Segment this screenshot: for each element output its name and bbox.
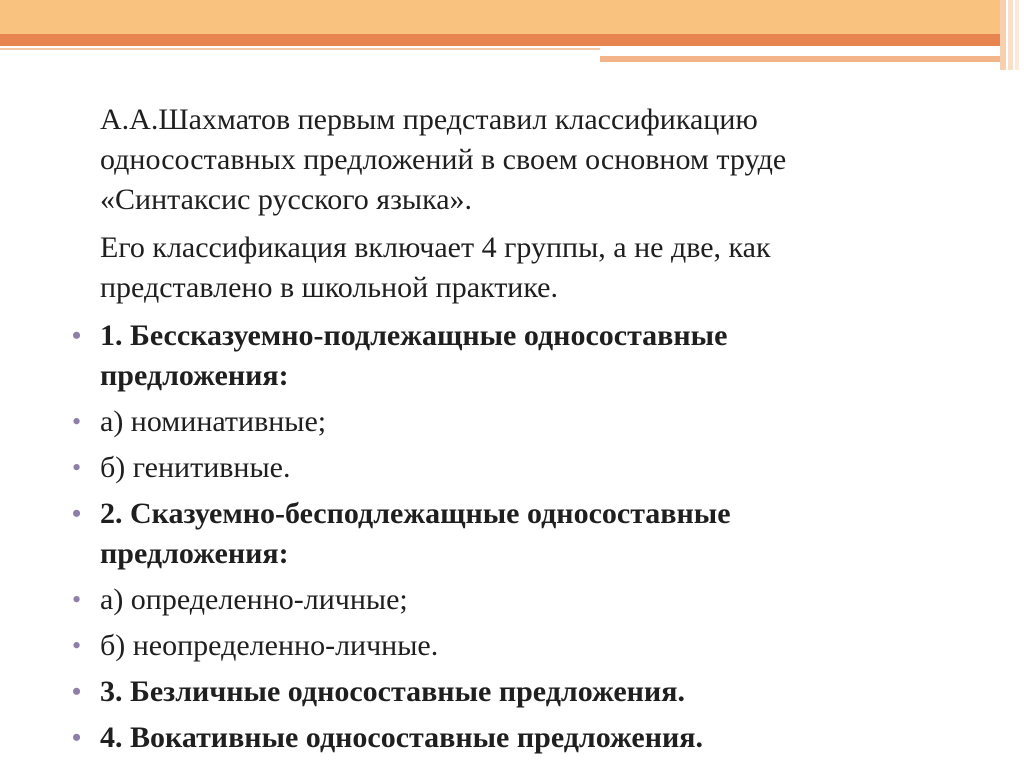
banner-stripe xyxy=(1000,0,1006,70)
slide-content xyxy=(70,100,970,764)
list-item-text: а) определенно-личные; xyxy=(100,583,408,616)
intro-line: «Синтаксис русского языка». xyxy=(100,183,473,216)
classification-paragraph xyxy=(100,228,970,308)
banner-stripe xyxy=(1015,0,1019,70)
decorative-banner xyxy=(0,0,1024,70)
list-item-text: б) генитивные. xyxy=(100,451,291,484)
list-item xyxy=(70,580,970,620)
list-item-text: 4. Вокативные односоставные предложения. xyxy=(100,721,703,754)
list-item-text: 2. Сказуемно-бесподлежащные односоставные xyxy=(100,497,731,530)
list-item xyxy=(70,672,970,712)
list-item xyxy=(70,402,970,442)
list-item-text: предложения: xyxy=(100,537,289,570)
list-item xyxy=(70,494,970,574)
classification-line: Его классификация включает 4 группы, а не две, как xyxy=(100,231,771,264)
bullet-icon: • xyxy=(72,407,82,436)
bullet-icon: • xyxy=(72,321,82,350)
banner-band-thin xyxy=(0,48,600,50)
bullet-icon: • xyxy=(72,585,82,614)
list-item-text: предложения: xyxy=(100,359,289,392)
list-item-text: а) номинативные; xyxy=(100,405,327,438)
bullet-icon: • xyxy=(72,499,82,528)
intro-paragraph xyxy=(100,100,970,220)
list-item xyxy=(70,316,970,396)
banner-band-thin-right xyxy=(600,56,1000,62)
list-item-text: 1. Бессказуемно-подлежащные односоставные xyxy=(100,319,728,352)
classification-line: представлено в школьной практике. xyxy=(100,271,558,304)
list-item-text: 3. Безличные односоставные предложения. xyxy=(100,675,685,708)
list-item xyxy=(70,718,970,758)
banner-band-dark xyxy=(0,34,1000,46)
banner-stripe xyxy=(1008,0,1013,70)
banner-band-light xyxy=(0,0,1000,34)
list-item xyxy=(70,626,970,666)
intro-line: односоставных предложений в своем основном труде xyxy=(100,143,787,176)
list-item xyxy=(70,448,970,488)
bullet-icon: • xyxy=(72,453,82,482)
list-item-text: б) неопределенно-личные. xyxy=(100,629,439,662)
bullet-list xyxy=(70,316,970,758)
intro-line: А.А.Шахматов первым представил классификацию xyxy=(100,103,758,136)
bullet-icon: • xyxy=(72,723,82,752)
bullet-icon: • xyxy=(72,677,82,706)
bullet-icon: • xyxy=(72,631,82,660)
